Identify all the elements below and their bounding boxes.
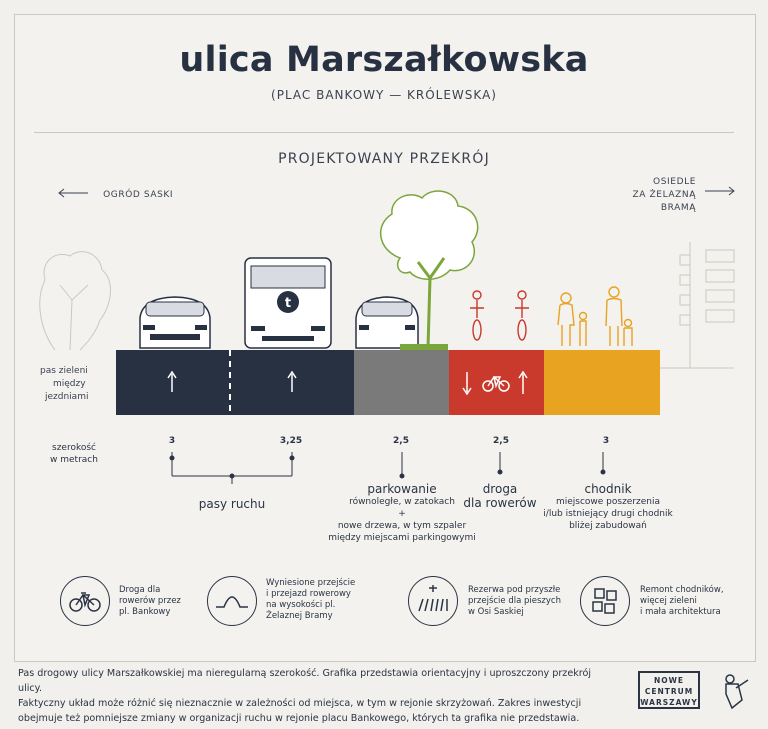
legend-text-crosswalk: Rezerwa pod przyszłe przejście dla pieszych w Osi Saskiej xyxy=(468,585,561,617)
sidewalk-description: chodnik miejscowe poszerzenia i/lub istniejący drugi chodnik bliżej zabudowań xyxy=(543,482,673,531)
width-bike: 2,5 xyxy=(493,436,509,446)
legend-raised-crossing xyxy=(207,576,257,626)
bike-description: droga dla rowerów xyxy=(463,482,537,510)
green-strip-label-3: jezdniami xyxy=(45,392,89,402)
bike-path xyxy=(449,350,544,415)
cyclist-icon xyxy=(515,291,529,340)
footer-note: Pas drogowy ulicy Marszałkowskiej ma nieregularną szerokość. Grafika przedstawia orientacyjny i uproszczony przekrój ulicy. Faktyczny układ może różnić się nieznacznie w zależności od miejsca, w tym w rejonie skrzyżowań. Zakres inwestycji obejmuje też pomniejsze zmiany w organizacji ruchu w rejonie placu Bankowego, których ta grafika nie przedstawia. xyxy=(18,668,592,724)
bicycle-icon xyxy=(61,577,109,625)
legend-bicycle xyxy=(60,576,110,626)
traffic-lane-1 xyxy=(116,350,230,415)
green-strip-label-2: między xyxy=(53,379,86,389)
bus-logo: t xyxy=(284,296,292,311)
pedestrian-icon xyxy=(558,287,632,346)
car-icon xyxy=(140,297,210,348)
lanes-label: pasy ruchu xyxy=(198,497,266,511)
parking-lane xyxy=(354,350,449,415)
parked-car-icon xyxy=(356,297,418,348)
legend-text-bicycle: Droga dla rowerów przez pl. Bankowy xyxy=(119,585,181,617)
right-direction: OSIEDLE ZA ŻELAZNĄ BRAMĄ xyxy=(632,177,696,213)
bus-icon xyxy=(245,258,331,348)
green-strip-label-1: pas zieleni xyxy=(40,366,88,376)
width-sidewalk: 3 xyxy=(602,436,610,446)
width-lane-1: 3 xyxy=(168,436,176,446)
crosswalk-icon xyxy=(409,577,457,625)
building-outline xyxy=(660,242,734,368)
faded-tree-icon xyxy=(40,252,111,350)
width-lane-2: 3,25 xyxy=(279,436,303,446)
legend-crosswalk xyxy=(408,576,458,626)
width-parking: 2,5 xyxy=(393,436,409,446)
parking-description: parkowanie równoległe, w zatokach + nowe drzewa, w tym szpaler między miejscami parkingowymi xyxy=(328,482,476,543)
legend-text-paving: Remont chodników, więcej zieleni i mała architektura xyxy=(640,585,724,617)
page-title: ulica Marszałkowska xyxy=(179,40,589,80)
width-caption: szerokość w metrach xyxy=(50,443,98,465)
warsaw-mermaid-logo xyxy=(716,670,756,712)
legend-paving xyxy=(580,576,630,626)
legend-text-raised-crossing: Wyniesione przejście i przejazd rowerowy na wysokości pl. Żelaznej Bramy xyxy=(266,578,356,621)
nowe-centrum-logo: NOWE CENTRUM WARSZAWY xyxy=(638,671,700,709)
raised-crossing-icon xyxy=(208,577,256,625)
paving-icon xyxy=(581,577,629,625)
page-subtitle: (PLAC BANKOWY — KRÓLEWSKA) xyxy=(271,88,497,102)
section-title: PROJEKTOWANY PRZEKRÓJ xyxy=(278,151,490,167)
cyclist-icon xyxy=(470,291,484,340)
left-direction: OGRÓD SASKI xyxy=(58,182,173,201)
sidewalk xyxy=(544,350,660,415)
